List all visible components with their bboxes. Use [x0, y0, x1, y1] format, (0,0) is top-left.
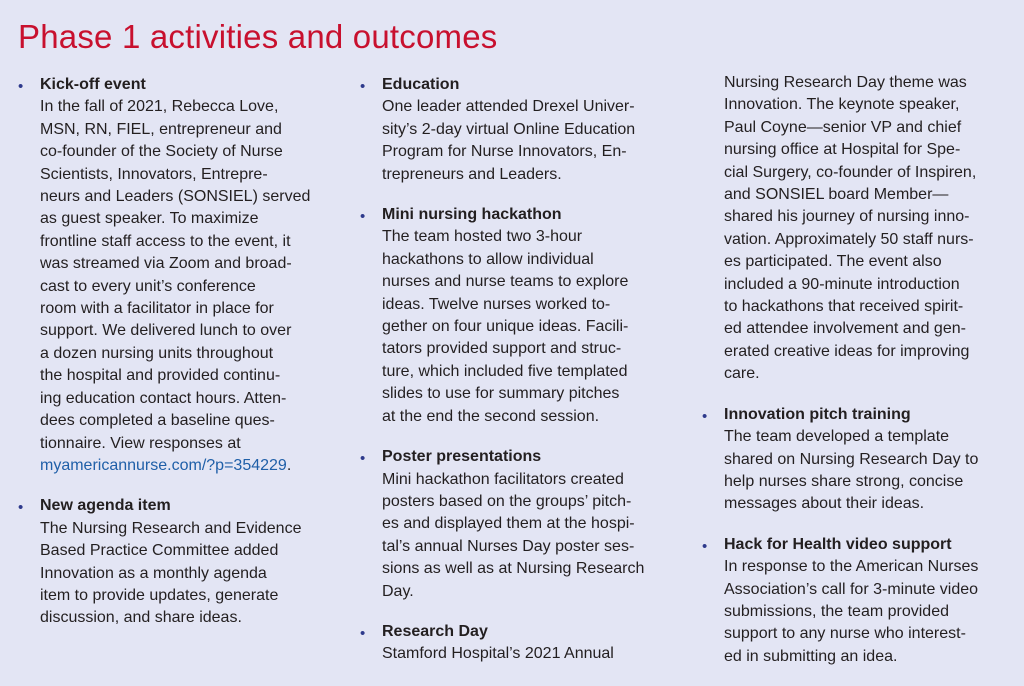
- text-line: neurs and Leaders (SONSIEL) served: [40, 188, 311, 206]
- text-line: co-founder of the Society of Nurse: [40, 143, 283, 161]
- text-line: The team hosted two 3-hour: [382, 228, 583, 246]
- item-heading: Mini nursing hackathon: [382, 206, 562, 224]
- bullet-icon: •: [702, 407, 708, 425]
- text-line: One leader attended Drexel Univer-: [382, 98, 635, 116]
- text-line: Paul Coyne—senior VP and chief: [724, 118, 962, 136]
- text-line: ideas. Twelve nurses worked to-: [382, 295, 611, 313]
- text-line: The team developed a template: [724, 428, 950, 446]
- text-line: Association’s call for 3-minute video: [724, 580, 979, 598]
- text-line: room with a facilitator in place for: [40, 300, 274, 318]
- bullet-icon: •: [702, 537, 708, 555]
- column-3: [702, 72, 1020, 686]
- text-line: care.: [724, 365, 760, 383]
- text-line: Nursing Research Day theme was: [724, 74, 967, 91]
- item-education: [360, 74, 690, 186]
- item-body: [40, 518, 338, 630]
- text-line: tal’s annual Nurses Day poster ses-: [382, 537, 635, 555]
- text-line: Innovation as a monthly agenda: [40, 564, 267, 582]
- link-period: .: [286, 456, 292, 474]
- item-heading: New agenda item: [40, 497, 171, 515]
- text-line: frontline staff access to the event, it: [40, 232, 291, 250]
- text-line: ed attendee involvement and gen-: [724, 320, 966, 338]
- text-line: Based Practice Committee added: [40, 542, 279, 560]
- item-hack-for-health: [702, 534, 1020, 668]
- item-heading: Kick-off event: [40, 76, 146, 93]
- item-body: [724, 556, 1020, 668]
- text-line: vation. Approximately 50 staff nurs-: [724, 230, 974, 248]
- text-line: was streamed via Zoom and broad-: [40, 255, 292, 273]
- item-poster-presentations: [360, 446, 690, 603]
- responses-link[interactable]: myamericannurse.com/?p=354229: [40, 456, 287, 474]
- text-line: submissions, the team provided: [724, 602, 949, 620]
- text-line: cast to every unit’s conference: [40, 277, 256, 295]
- text-line: as guest speaker. To maximize: [40, 210, 259, 228]
- item-body: [382, 226, 690, 428]
- text-line: nursing office at Hospital for Spe-: [724, 141, 961, 159]
- item-body: [724, 72, 1020, 386]
- text-line: and SONSIEL board Member—: [724, 186, 949, 204]
- page-title: Phase 1 activities and outcomes: [18, 18, 498, 55]
- item-kickoff-event: [18, 74, 338, 477]
- item-heading: Poster presentations: [382, 448, 542, 466]
- text-line: nurses and nurse teams to explore: [382, 273, 629, 291]
- text-line: Innovation. The keynote speaker,: [724, 96, 960, 114]
- text-line: ing education contact hours. Atten-: [40, 389, 287, 407]
- text-line: to hackathons that received spirit-: [724, 298, 964, 316]
- text-line: support. We delivered lunch to over: [40, 322, 292, 340]
- bullet-icon: •: [360, 624, 366, 642]
- text-line: item to provide updates, generate: [40, 586, 279, 604]
- text-line: tionnaire. View responses at: [40, 434, 241, 452]
- text-line: ture, which included five templated: [382, 362, 628, 380]
- text-line: posters based on the groups’ pitch-: [382, 492, 632, 510]
- text-line: sions as well as at Nursing Research: [382, 560, 645, 578]
- bullet-icon: •: [18, 499, 24, 517]
- text-line: Scientists, Innovators, Entrepre-: [40, 165, 268, 183]
- text-line: tators provided support and struc-: [382, 340, 622, 358]
- item-body: [40, 96, 338, 455]
- text-line: es participated. The event also: [724, 253, 942, 271]
- item-research-day: [360, 621, 690, 666]
- text-line: MSN, RN, FIEL, entrepreneur and: [40, 120, 282, 138]
- text-line: discussion, and share ideas.: [40, 609, 242, 627]
- text-line: erated creative ideas for improving: [724, 342, 970, 360]
- item-body: [382, 469, 690, 603]
- text-line: sity’s 2-day virtual Online Education: [382, 120, 636, 138]
- text-line: messages about their ideas.: [724, 495, 925, 513]
- text-line: Day.: [382, 582, 414, 600]
- column-2: [360, 74, 690, 684]
- text-line: shared on Nursing Research Day to: [724, 450, 979, 468]
- bullet-icon: •: [360, 78, 366, 95]
- bullet-icon: •: [360, 450, 366, 468]
- text-line: a dozen nursing units throughout: [40, 344, 274, 362]
- item-body: [724, 426, 1020, 516]
- text-line: hackathons to allow individual: [382, 250, 594, 268]
- item-heading: Research Day: [382, 622, 488, 640]
- text-line: es and displayed them at the hospi-: [382, 515, 635, 533]
- text-line: trepreneurs and Leaders.: [382, 165, 562, 183]
- item-body: [382, 643, 690, 665]
- item-heading: Innovation pitch training: [724, 405, 911, 423]
- text-line: included a 90-minute introduction: [724, 275, 960, 293]
- item-heading: Education: [382, 76, 460, 93]
- text-line: support to any nurse who interest-: [724, 625, 966, 643]
- text-line: ed in submitting an idea.: [724, 647, 898, 665]
- text-line: shared his journey of nursing inno-: [724, 208, 970, 226]
- bullet-icon: •: [18, 78, 24, 95]
- text-line: Program for Nurse Innovators, En-: [382, 143, 627, 161]
- text-line: The Nursing Research and Evidence: [40, 519, 302, 537]
- text-line: cial Surgery, co-founder of Inspiren,: [724, 163, 977, 181]
- item-heading: Hack for Health video support: [724, 535, 952, 553]
- text-line: gether on four unique ideas. Facili-: [382, 318, 629, 336]
- text-line: In the fall of 2021, Rebecca Love,: [40, 98, 279, 116]
- text-line: Stamford Hospital’s 2021 Annual: [382, 645, 614, 663]
- text-line: the hospital and provided continu-: [40, 367, 281, 385]
- item-new-agenda: [18, 495, 338, 629]
- item-research-day-continued: [702, 72, 1020, 386]
- text-line: at the end the second session.: [382, 407, 600, 425]
- item-body: [382, 96, 690, 186]
- text-line: dees completed a baseline ques-: [40, 412, 275, 430]
- text-line: In response to the American Nurses: [724, 558, 979, 576]
- column-1: [18, 74, 338, 648]
- item-mini-hackathon: [360, 204, 690, 428]
- text-line: slides to use for summary pitches: [382, 385, 620, 403]
- item-innovation-pitch: [702, 404, 1020, 516]
- bullet-icon: •: [360, 208, 366, 226]
- text-line: help nurses share strong, concise: [724, 472, 964, 490]
- text-line: Mini hackathon facilitators created: [382, 470, 624, 488]
